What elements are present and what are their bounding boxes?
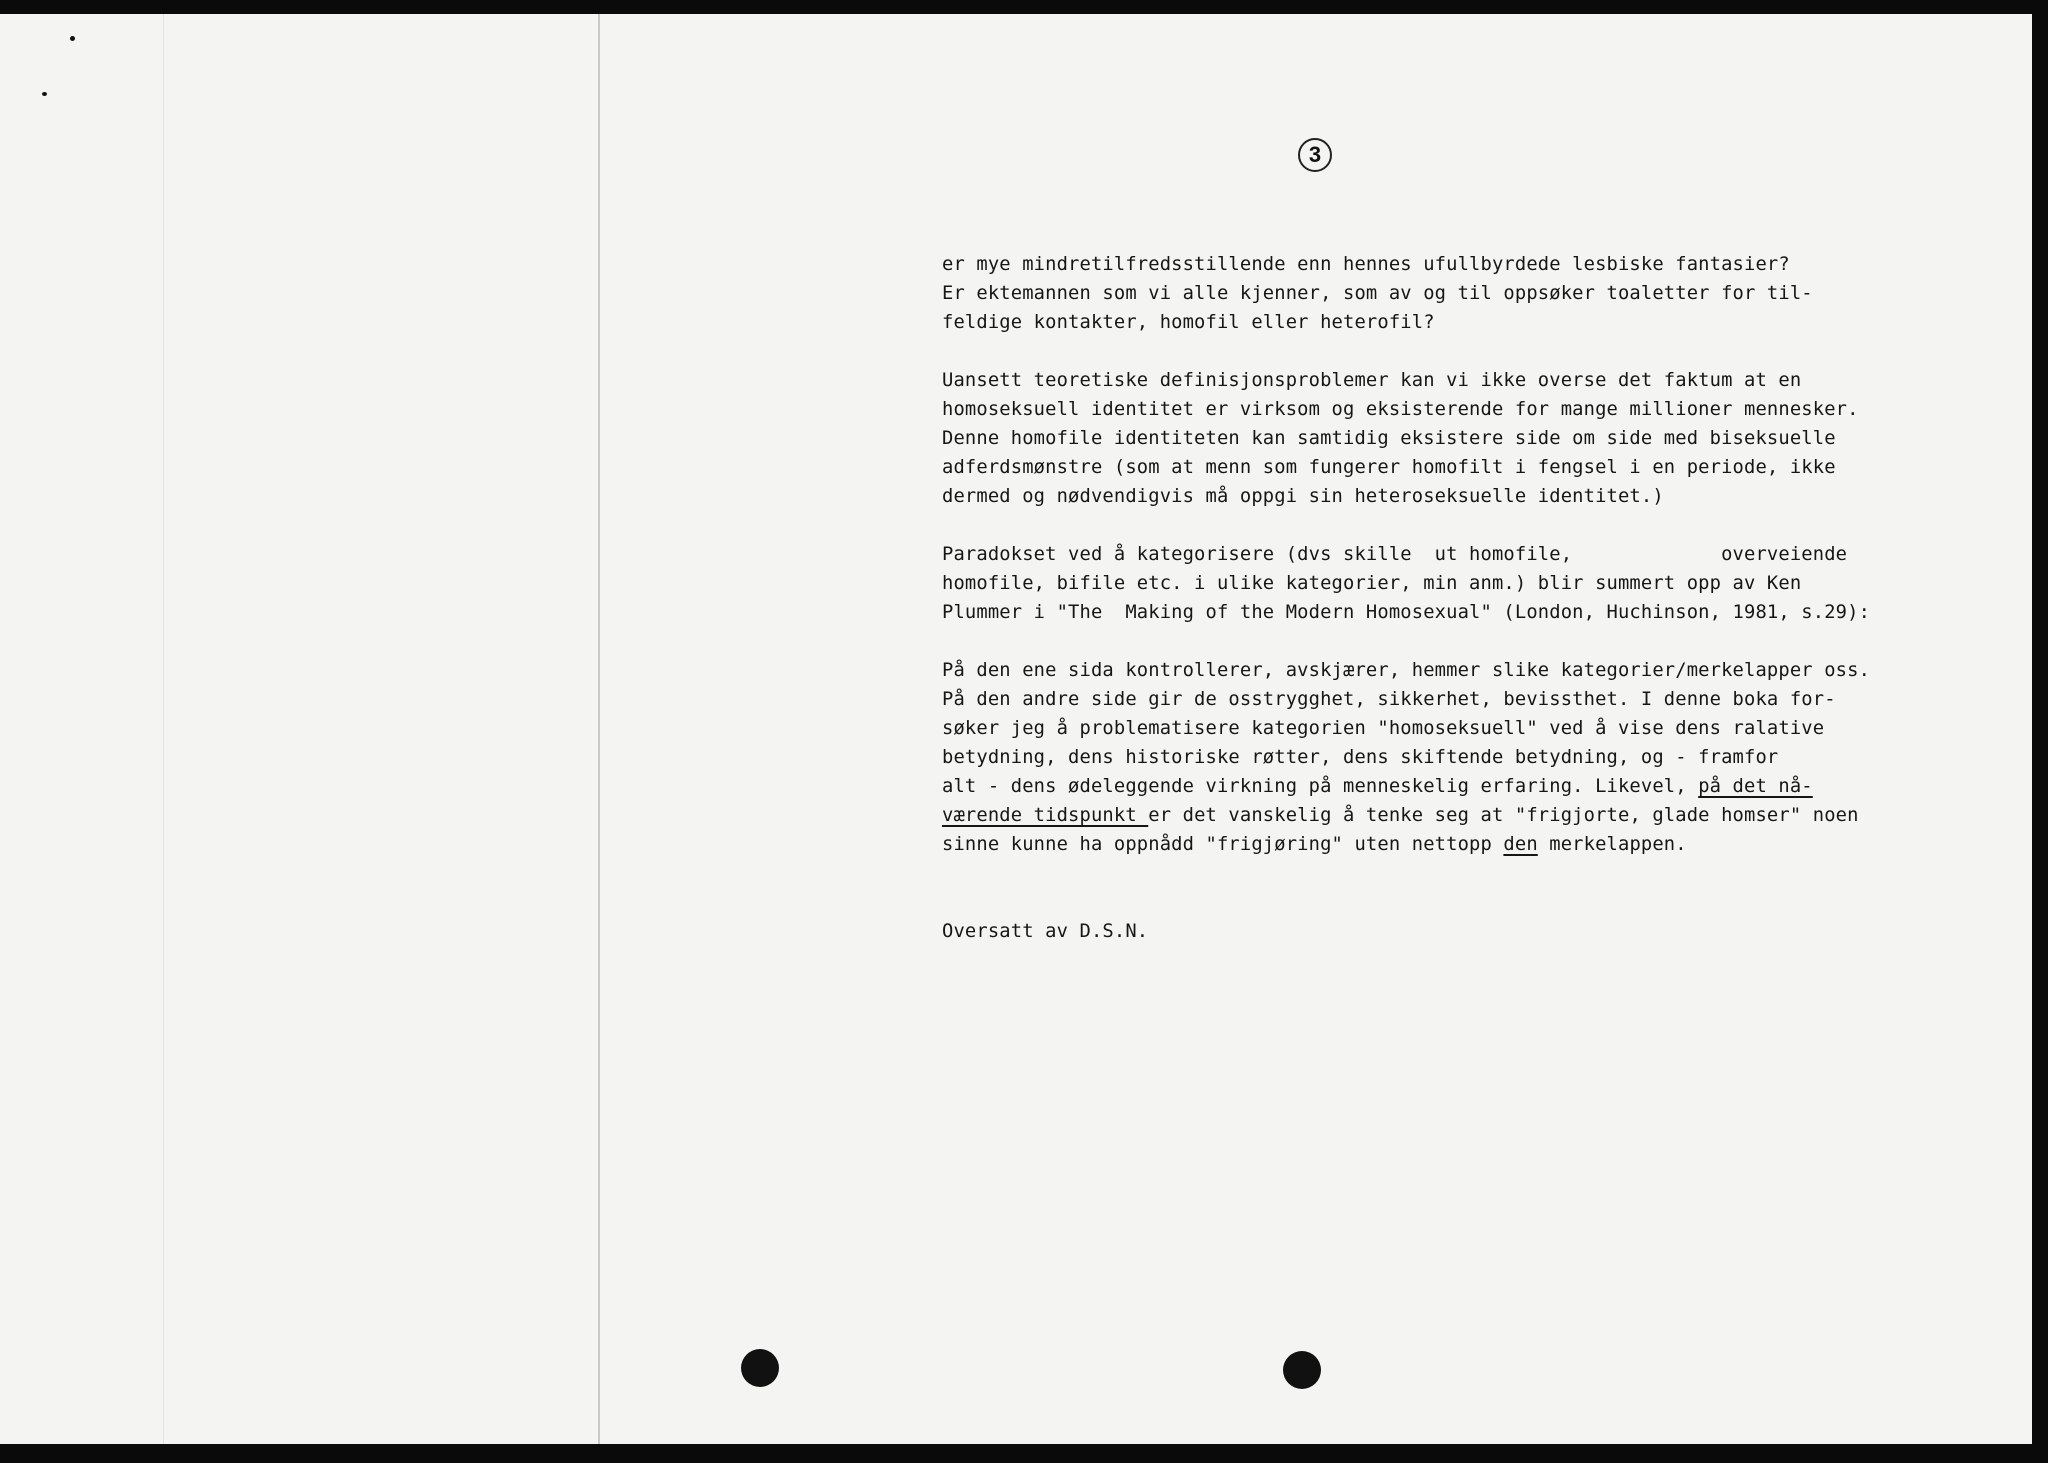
text-line: homofile, bifile etc. i ulike kategorier, min anm.) blir summert opp av Ken [942,573,1802,594]
text-line: Uansett teoretiske definisjonsproblemer kan vi ikke overse det faktum at en [942,370,1802,391]
punch-hole [741,1349,779,1387]
paragraph-2 [942,366,1882,511]
paragraph-4 [942,656,1882,859]
text-line: adferdsmønstre (som at menn som fungerer homofilt i fengsel i en periode, ikke [942,457,1836,478]
text-segment: merkelappen. [1537,834,1687,855]
text-segment: er det vanskelig å tenke seg at "frigjorte, glade homser" noen [1148,805,1859,826]
page-number: 3 [1298,138,1332,172]
document-page [0,14,2032,1444]
text-line: er mye mindretilfredsstillende enn hennes ufullbyrdede lesbiske fantasier? [942,254,1790,275]
translator-signature: Oversatt av D.S.N. [942,921,1149,942]
text-line [942,772,1882,801]
text-line: På den ene sida kontrollerer, avskjærer, hemmer slike kategorier/merkelapper oss. [942,660,1871,681]
text-line: Er ektemannen som vi alle kjenner, som av og til oppsøker toaletter for til- [942,283,1813,304]
text-line: feldige kontakter, homofil eller heterofil? [942,312,1435,333]
text-segment: sinne kunne ha oppnådd "frigjøring" uten nettopp [942,834,1504,855]
text-segment: alt - dens ødeleggende virkning på menneskelig erfaring. Likevel, [942,776,1699,797]
text-line [942,801,1882,830]
text-line: betydning, dens historiske røtter, dens skiftende betydning, og - framfor [942,747,1779,768]
paragraph-1 [942,250,1882,337]
body-text [942,250,1882,946]
text-line [942,830,1882,859]
ink-speck [42,92,47,96]
page-fold-line [598,14,600,1444]
text-line: Plummer i "The Making of the Modern Homosexual" (London, Huchinson, 1981, s.29): [942,602,1871,623]
text-line: dermed og nødvendigvis må oppgi sin heteroseksuelle identitet.) [942,486,1664,507]
underlined-word: den [1503,834,1538,855]
underlined-phrase: på det nå- [1698,776,1813,797]
ink-speck [70,36,75,41]
text-line: Denne homofile identiteten kan samtidig eksistere side om side med biseksuelle [942,428,1836,449]
punch-hole [1283,1351,1321,1389]
margin-line [163,14,164,1444]
text-line: homoseksuell identitet er virksom og eksisterende for mange millioner mennesker. [942,399,1859,420]
text-line: søker jeg å problematisere kategorien "homoseksuell" ved å vise dens ralative [942,718,1825,739]
underlined-phrase: værende tidspunkt [942,805,1149,826]
text-line: Paradokset ved å kategorisere (dvs skille ut homofile, overveiende [942,544,1848,565]
paragraph-3 [942,540,1882,627]
text-line: På den andre side gir de osstrygghet, sikkerhet, bevissthet. I denne boka for- [942,689,1836,710]
